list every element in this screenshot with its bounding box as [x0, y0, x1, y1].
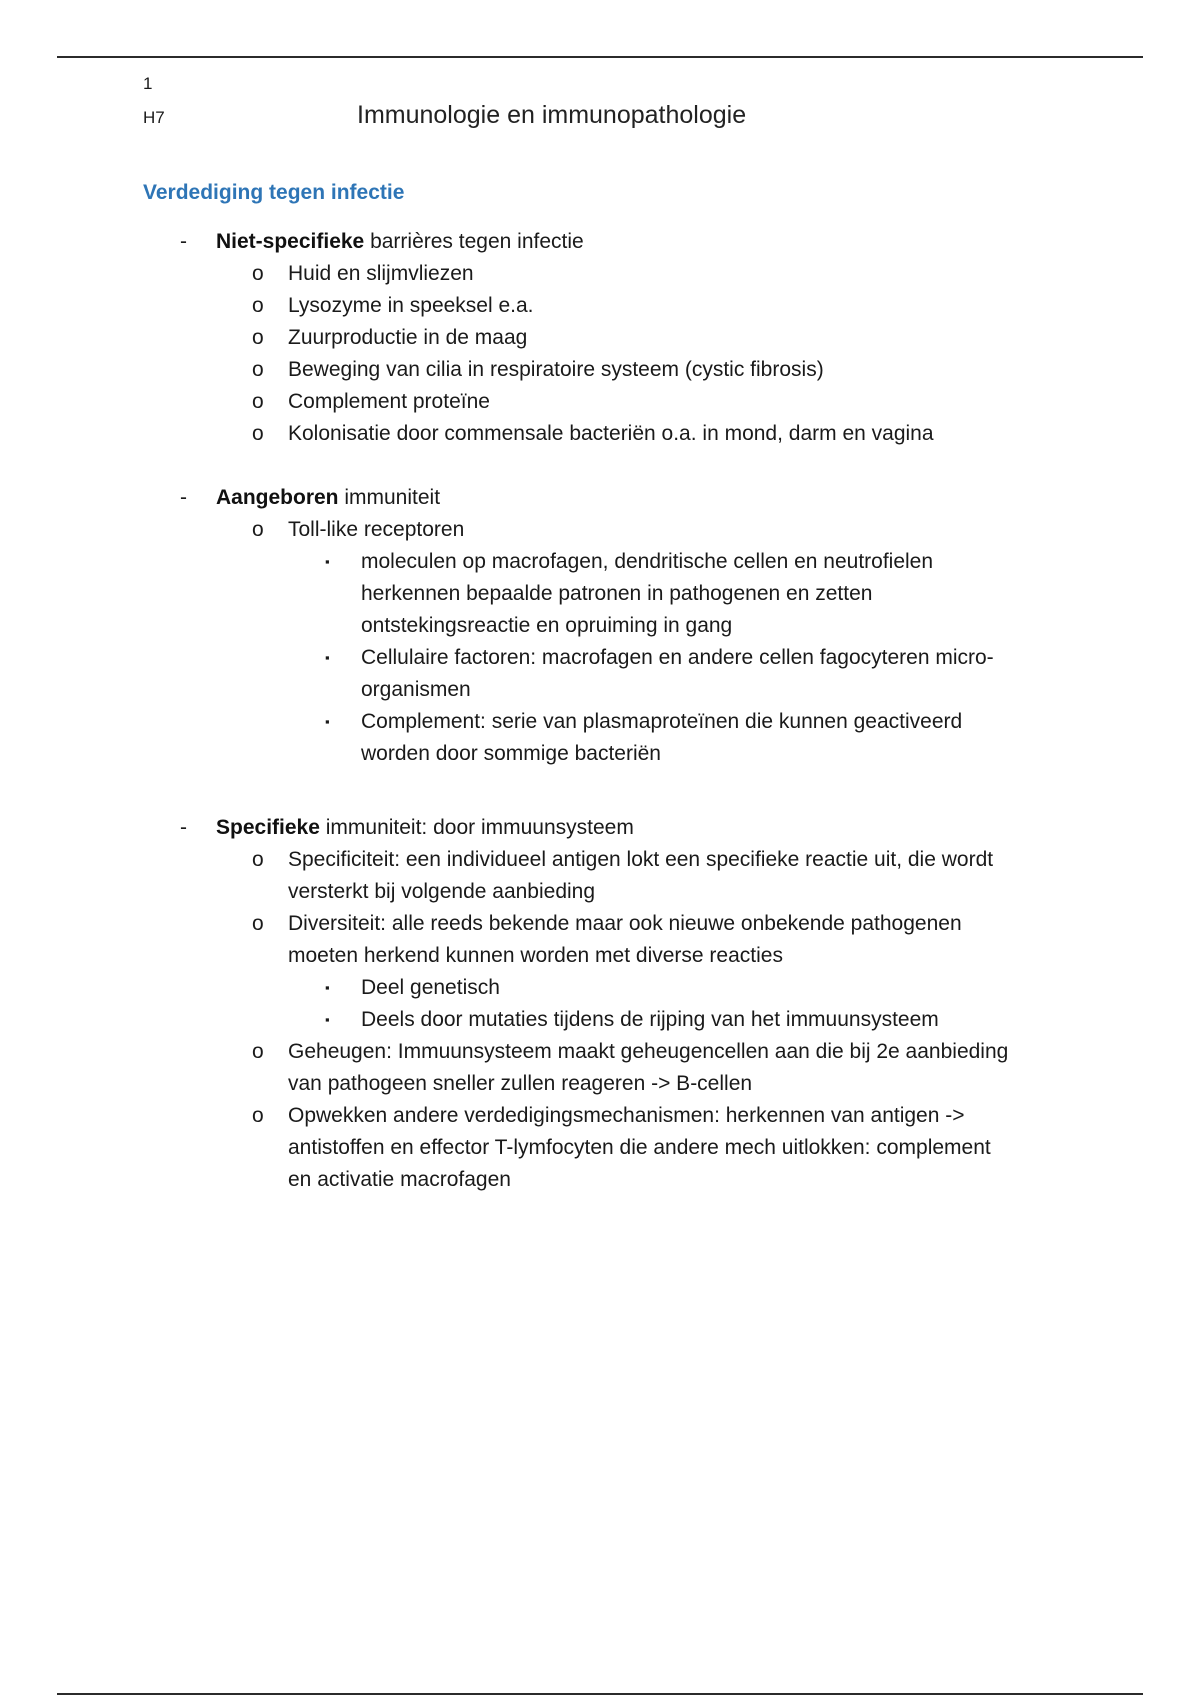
page-number: 1 — [143, 74, 153, 93]
list-item-continuation — [0, 674, 1200, 706]
list-item-continuation — [0, 1164, 1200, 1196]
term-rest: immuniteit: door immuunsysteem — [319, 816, 634, 839]
list-item — [0, 482, 1200, 514]
outline — [0, 226, 1200, 1196]
list-item-continuation — [0, 738, 1200, 770]
circle-bullet: o — [252, 422, 264, 445]
item-text: Beweging van cilia in respiratoire systeem (cystic fibrosis) — [288, 358, 824, 381]
list-item — [0, 290, 1200, 322]
square-bullet: ▪ — [325, 980, 330, 995]
term: Aangeboren — [216, 486, 339, 509]
list-item — [0, 706, 1200, 738]
chapter-label: H7 — [143, 108, 165, 127]
item-text: Geheugen: Immuunsysteem maakt geheugencellen aan die bij 2e aanbieding — [288, 1040, 1009, 1063]
circle-bullet: o — [252, 294, 264, 317]
dash-bullet: - — [180, 230, 187, 253]
term-rest: barrières tegen infectie — [364, 230, 584, 253]
list-item — [0, 972, 1200, 1004]
section-heading: Verdediging tegen infectie — [143, 181, 405, 204]
circle-bullet: o — [252, 1104, 264, 1127]
list-item — [0, 418, 1200, 450]
list-item-continuation — [0, 940, 1200, 972]
circle-bullet: o — [252, 262, 264, 285]
item-text: versterkt bij volgende aanbieding — [288, 880, 596, 903]
list-item — [0, 546, 1200, 578]
list-item — [0, 908, 1200, 940]
square-bullet: ▪ — [325, 714, 330, 729]
circle-bullet: o — [252, 358, 264, 381]
item-text: Deel genetisch — [361, 976, 500, 999]
bottom-rule — [57, 1693, 1143, 1695]
term-rest: immuniteit — [338, 486, 441, 509]
circle-bullet: o — [252, 390, 264, 413]
dash-bullet: - — [180, 816, 187, 839]
list-item — [0, 812, 1200, 844]
term: Specifieke — [216, 816, 320, 839]
item-text: Deels door mutaties tijdens de rijping van het immuunsysteem — [361, 1008, 939, 1031]
list-item — [0, 514, 1200, 546]
list-item — [0, 354, 1200, 386]
item-text: worden door sommige bacteriën — [361, 742, 661, 765]
item-text: antistoffen en effector T-lymfocyten die andere mech uitlokken: complement — [288, 1136, 991, 1159]
list-item — [0, 322, 1200, 354]
item-text: Complement: serie van plasmaproteïnen die kunnen geactiveerd — [361, 710, 963, 733]
dash-bullet: - — [180, 486, 187, 509]
item-text: Complement proteïne — [288, 390, 490, 413]
list-item-continuation — [0, 1068, 1200, 1100]
list-item-continuation — [0, 1132, 1200, 1164]
item-text: van pathogeen sneller zullen reageren -> B-cellen — [288, 1072, 753, 1095]
item-text: en activatie macrofagen — [288, 1168, 511, 1191]
circle-bullet: o — [252, 1040, 264, 1063]
item-text: moeten herkend kunnen worden met diverse reacties — [288, 944, 783, 967]
item-text: Kolonisatie door commensale bacteriën o.a. in mond, darm en vagina — [288, 422, 934, 445]
list-item — [0, 844, 1200, 876]
list-item — [0, 226, 1200, 258]
item-text: herkennen bepaalde patronen in pathogenen en zetten — [361, 582, 873, 605]
list-item-continuation — [0, 876, 1200, 908]
circle-bullet: o — [252, 848, 264, 871]
item-text: organismen — [361, 678, 471, 701]
list-item — [0, 1036, 1200, 1068]
item-text: Toll-like receptoren — [288, 518, 465, 541]
list-item — [0, 1004, 1200, 1036]
square-bullet: ▪ — [325, 554, 330, 569]
item-text: ontstekingsreactie en opruiming in gang — [361, 614, 733, 637]
item-text: Opwekken andere verdedigingsmechanismen: herkennen van antigen -> — [288, 1104, 965, 1127]
group-specific — [0, 812, 1200, 1196]
list-item — [0, 258, 1200, 290]
item-text: Huid en slijmvliezen — [288, 262, 474, 285]
group-nonspecific — [0, 226, 1200, 450]
item-text: Lysozyme in speeksel e.a. — [288, 294, 534, 317]
item-text: Cellulaire factoren: macrofagen en andere cellen fagocyteren micro- — [361, 646, 994, 669]
group-innate — [0, 482, 1200, 770]
square-bullet: ▪ — [325, 1012, 330, 1027]
list-item-continuation — [0, 578, 1200, 610]
item-text: Diversiteit: alle reeds bekende maar ook nieuwe onbekende pathogenen — [288, 912, 962, 935]
circle-bullet: o — [252, 518, 264, 541]
list-item — [0, 1100, 1200, 1132]
item-text: moleculen op macrofagen, dendritische cellen en neutrofielen — [361, 550, 934, 573]
item-text: Zuurproductie in de maag — [288, 326, 528, 349]
list-item-continuation — [0, 610, 1200, 642]
item-text: Specificiteit: een individueel antigen lokt een specifieke reactie uit, die wordt — [288, 848, 994, 871]
list-item — [0, 642, 1200, 674]
square-bullet: ▪ — [325, 650, 330, 665]
term: Niet-specifieke — [216, 230, 365, 253]
page-title: Immunologie en immunopathologie — [357, 101, 747, 129]
circle-bullet: o — [252, 326, 264, 349]
circle-bullet: o — [252, 912, 264, 935]
list-item — [0, 386, 1200, 418]
top-rule — [57, 56, 1143, 58]
